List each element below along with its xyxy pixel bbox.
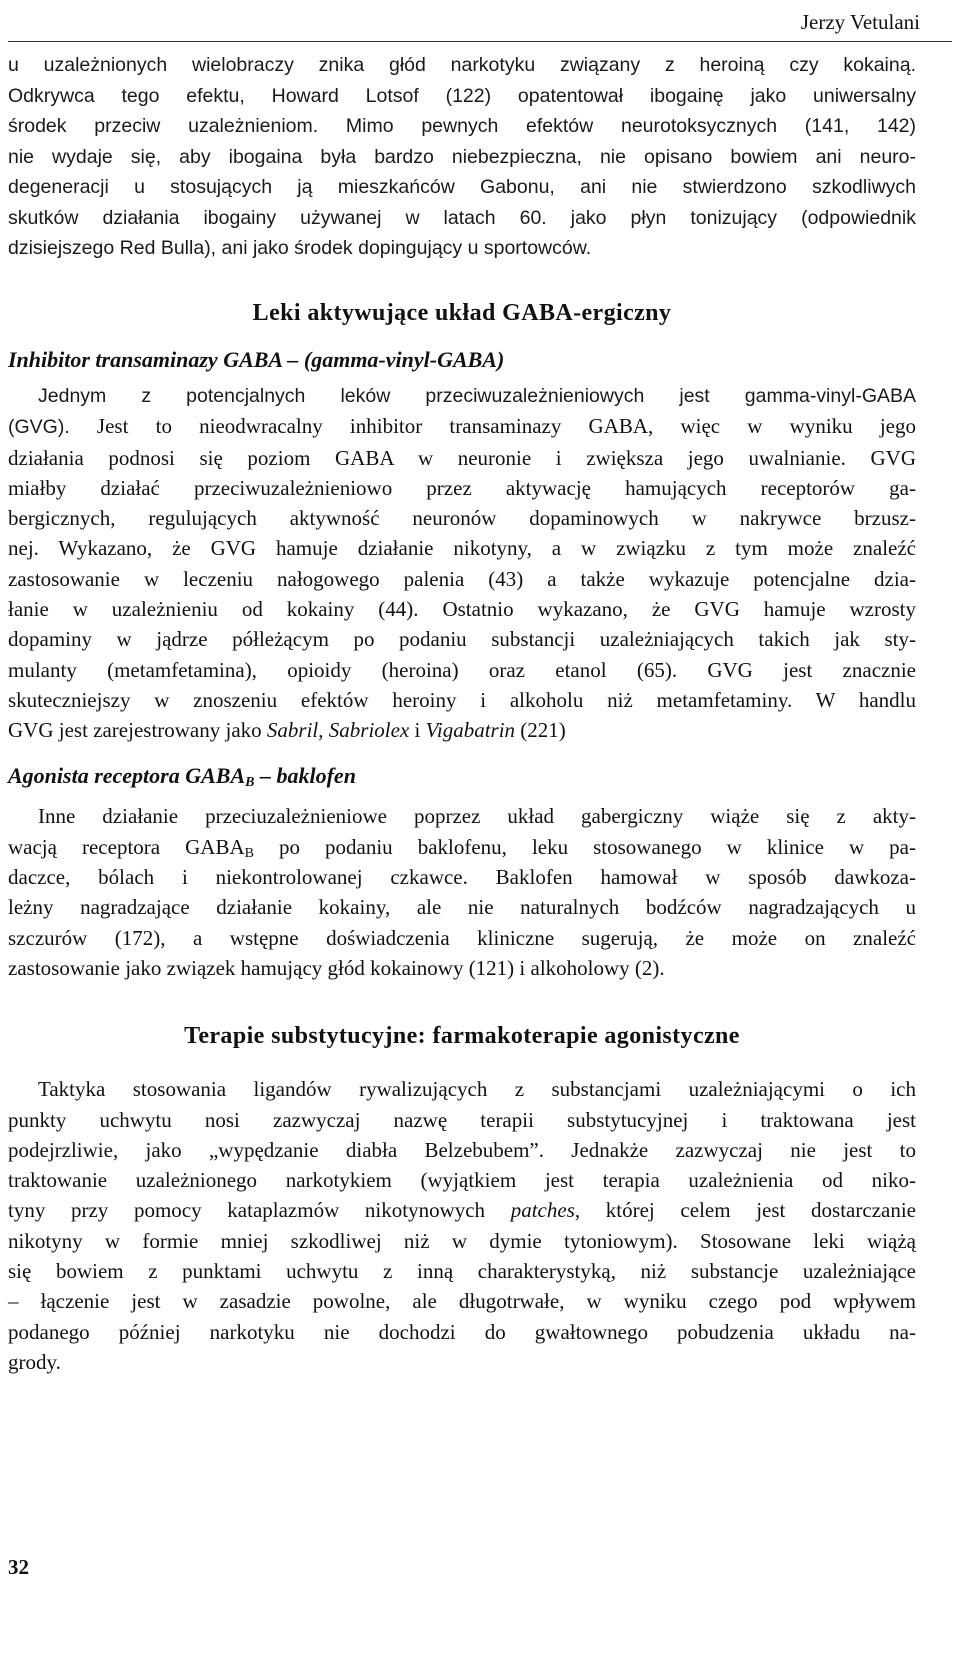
text-line: traktowanie uzależnionego narkotykiem (wyjątkiem jest terapia uzależnienia od niko- <box>8 1168 916 1193</box>
brand-name: Vigabatrin <box>425 718 516 743</box>
text-fragment: tyny przy pomocy kataplazmów nikotynowych <box>8 1198 511 1223</box>
text-fragment: GVG jest zarejestrowany jako <box>8 718 267 743</box>
heading-subscript: B <box>245 775 255 791</box>
text-line: nie wydaje się, aby ibogaina była bardzo niebezpieczna, nie opisano bowiem ani neuro- <box>8 145 916 168</box>
subscript: B <box>244 845 254 861</box>
text-fragment: Jest to nieodwracalny inhibitor transaminazy GABA, więc w wyniku jego <box>69 414 916 438</box>
text-line: u uzależnionych wielobraczy znika głód narkotyku związany z heroiną czy kokainą. <box>8 54 916 76</box>
text-line: dzisiejszego Red Bulla), ani jako środek dopingujący u sportowców. <box>8 237 592 259</box>
text-line <box>8 1195 916 1225</box>
text-line: się bowiem z punktami uchwytu z inną charakterystyką, niż substancje uzależniające <box>8 1259 916 1284</box>
text-line: podejrzliwie, jako „wypędzanie diabła Belzebubem”. Jednakże zazwyczaj nie jest to <box>8 1137 916 1162</box>
page-body <box>8 50 916 1377</box>
text-line: Inne działanie przeciuzależnieniowe poprzez układ gabergiczny wiąże się z akty- <box>38 804 916 829</box>
text-line <box>8 715 916 745</box>
text-line: Odkrywca tego efektu, Howard Lotsof (122) opatentował ibogainę jako uniwersalny <box>8 84 916 107</box>
page-number: 32 <box>8 1555 29 1579</box>
text-line <box>8 832 916 862</box>
text-line: punkty uchwytu nosi zazwyczaj nazwę terapii substytucyjnej i traktowana jest <box>8 1107 916 1132</box>
text-fragment: i <box>409 718 426 743</box>
text-line: daczce, bólach i niekontrolowanej czkawce. Baklofen hamował w sposób dawkoza- <box>8 865 916 890</box>
text-line: łanie w uzależnieniu od kokainy (44). Ostatnio wykazano, że GVG hamuje wzrosty <box>8 596 916 621</box>
subsection-heading: Inhibitor transaminazy GABA – (gamma-vinyl-GABA) <box>8 346 505 372</box>
text-line: leżny nagradzające działanie kokainy, ale nie naturalnych bodźców nagradzających u <box>8 895 916 920</box>
text-fragment: , której celem jest dostarczanie <box>574 1198 916 1223</box>
header-rule <box>8 41 952 42</box>
intro-paragraph <box>8 50 916 264</box>
running-header-author: Jerzy Vetulani <box>800 10 920 34</box>
baclofen-paragraph <box>8 801 916 983</box>
text-fragment: (221) <box>515 718 566 743</box>
text-fragment: po podaniu baklofenu, leku stosowanego w klinice w pa- <box>253 834 916 859</box>
heading-text: – baklofen <box>254 763 356 789</box>
text-line: środek przeciw uzależnieniom. Mimo pewnych efektów neurotoksycznych (141, 142) <box>8 115 916 137</box>
text-line: grody. <box>8 1349 61 1374</box>
gvg-paragraph <box>8 381 916 746</box>
italic-term: patches <box>510 1198 575 1223</box>
text-line: – łączenie jest w zasadzie powolne, ale długotrwałe, w wyniku czego pod wpływem <box>8 1289 916 1314</box>
text-line: zastosowanie jako związek hamujący głód kokainowy (121) i alkoholowy (2). <box>8 955 665 980</box>
text-line: szczurów (172), a wstępne doświadczenia kliniczne sugerują, że może on znaleźć <box>8 925 916 950</box>
subsection-heading <box>8 763 916 789</box>
text-line <box>8 411 916 443</box>
text-line: Jednym z potencjalnych leków przeciwuzależnieniowych jest gamma-vinyl-GABA <box>38 384 916 407</box>
text-fragment: wacją receptora GABA <box>8 834 245 859</box>
text-line: nikotyny w formie mniej szkodliwej niż w dymie tytoniowym). Stosowane leki wiążą <box>8 1228 916 1253</box>
text-line: skuteczniejszy w znoszeniu efektów heroiny i alkoholu niż metamfetaminy. W handlu <box>8 687 916 712</box>
text-line: degeneracji u stosujących ją mieszkańców Gabonu, ani nie stwierdzono szkodliwych <box>8 176 916 198</box>
section-heading: Terapie substytucyjne: farmakoterapie agonistyczne <box>184 1023 740 1050</box>
heading-text: Agonista receptora GABA <box>8 763 246 789</box>
text-line: zastosowanie w leczeniu nałogowego palenia (43) a także wykazuje potencjalne dzia- <box>8 566 916 591</box>
text-line: podanego później narkotyku nie dochodzi do gwałtownego pobudzenia układu na- <box>8 1319 916 1344</box>
brand-name: Sabril <box>266 718 319 743</box>
text-fragment: , <box>318 718 329 743</box>
text-line: miałby działać przeciwuzależnieniowo przez aktywację hamujących receptorów ga- <box>8 475 916 500</box>
text-line: Taktyka stosowania ligandów rywalizujących z substancjami uzależniającymi o ich <box>38 1077 916 1102</box>
section-heading: Leki aktywujące układ GABA-ergiczny <box>252 299 672 326</box>
brand-name: Sabriolex <box>328 718 410 743</box>
text-line: bergicznych, regulujących aktywność neuronów dopaminowych w nakrywce brzusz- <box>8 506 916 531</box>
text-line: mulanty (metamfetamina), opioidy (heroina) oraz etanol (65). GVG jest znacznie <box>8 657 916 682</box>
text-line: działania podnosi się poziom GABA w neuronie i zwiększa jego uwalnianie. GVG <box>8 445 916 470</box>
text-line: skutków działania ibogainy używanej w latach 60. jako płyn tonizujący (odpowiednik <box>8 206 916 229</box>
text-line: nej. Wykazano, że GVG hamuje działanie nikotyny, a w związku z tym może znaleźć <box>8 536 916 561</box>
text-fragment: (GVG). <box>8 416 70 438</box>
text-line: dopaminy w jądrze półleżącym po podaniu substancji uzależniających takich jak sty- <box>8 627 916 652</box>
substitution-paragraph <box>8 1074 916 1377</box>
